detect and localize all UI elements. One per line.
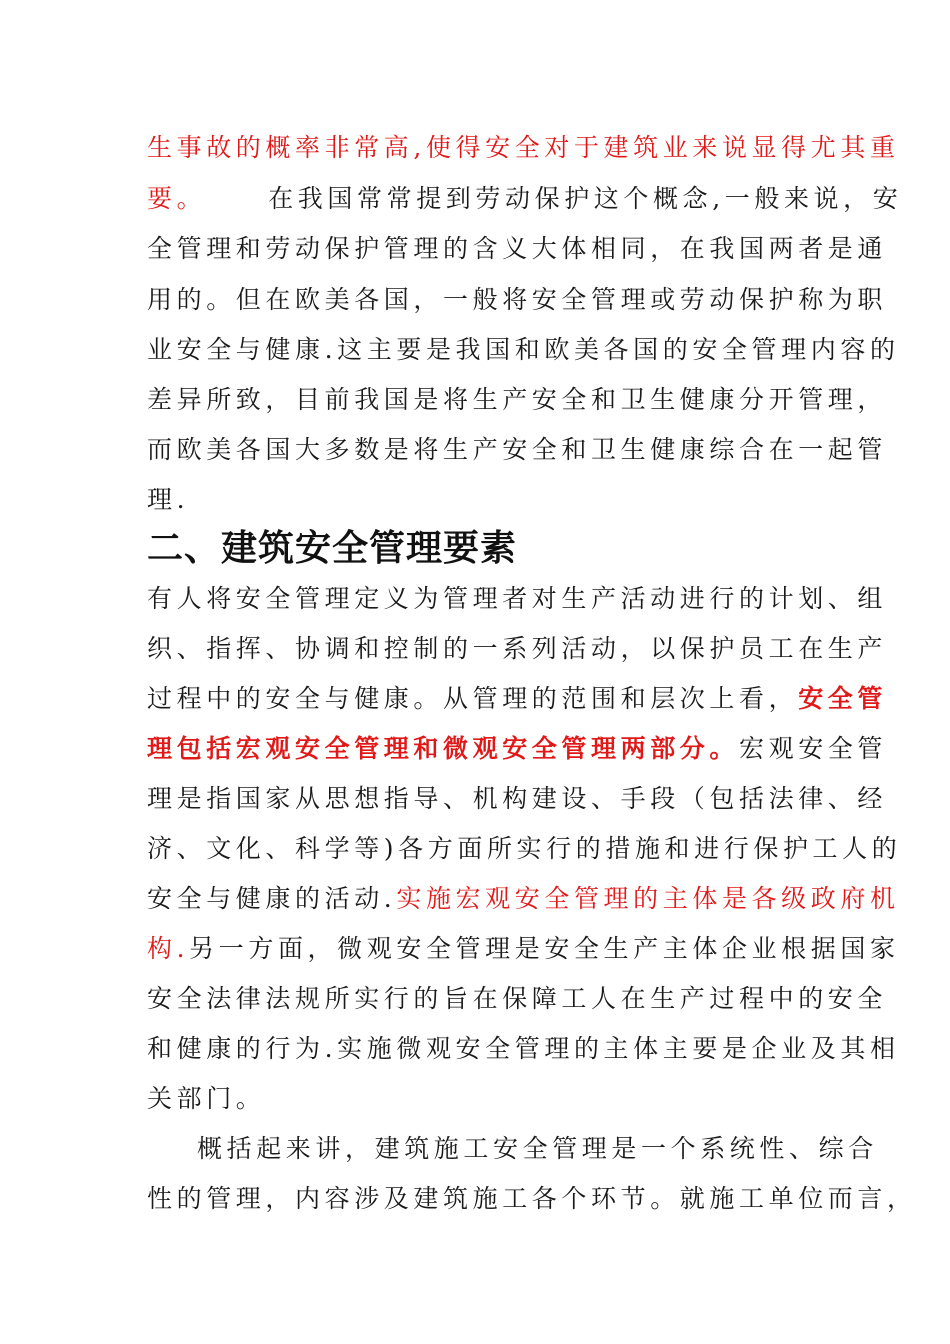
highlighted-text: 生事故的概率非常高,使得安全对于建筑业来说显得尤其重 [147, 133, 900, 162]
paragraph-line: 织、指挥、协调和控制的一系列活动，以保护员工在生产 [147, 634, 888, 663]
paragraph-line [147, 681, 888, 717]
paragraph-line: 关部门。 [147, 1084, 266, 1113]
highlighted-text: 要。 [147, 184, 207, 213]
paragraph-line: 济、文化、科学等)各方面所实行的措施和进行保护工人的 [147, 834, 902, 863]
paragraph-line [147, 130, 900, 166]
paragraph-text: 在我国常常提到劳动保护这个概念,一般来说，安 [268, 184, 903, 213]
paragraph-line: 差异所致，目前我国是将生产安全和卫生健康分开管理， [147, 385, 888, 414]
paragraph-line: 安全法律法规所实行的旨在保障工人在生产过程中的安全 [147, 984, 888, 1013]
paragraph-line: 理. [147, 485, 190, 514]
paragraph-text: 宏观安全管 [739, 734, 888, 763]
paragraph-line [147, 181, 903, 217]
paragraph-line: 概括起来讲，建筑施工安全管理是一个系统性、综合 [197, 1134, 878, 1163]
paragraph-line: 用的。但在欧美各国，一般将安全管理或劳动保护称为职 [147, 285, 888, 314]
paragraph-line: 和健康的行为.实施微观安全管理的主体主要是企业及其相 [147, 1034, 900, 1063]
paragraph-line: 全管理和劳动保护管理的含义大体相同，在我国两者是通 [147, 234, 888, 263]
emphasis-text: 理包括宏观安全管理和微观安全管理两部分。 [147, 734, 740, 763]
paragraph-line: 性的管理，内容涉及建筑施工各个环节。就施工单位而言， [147, 1184, 917, 1213]
paragraph-text: 安全与健康的活动. [147, 884, 397, 913]
paragraph-line [147, 731, 888, 767]
paragraph-line: 业安全与健康.这主要是我国和欧美各国的安全管理内容的 [147, 335, 900, 364]
paragraph-line: 理是指国家从思想指导、机构建设、手段（包括法律、经 [147, 784, 888, 813]
highlighted-text: 实施宏观安全管理的主体是各级政府机 [396, 884, 900, 913]
paragraph-line [147, 881, 900, 917]
paragraph-text: 另一方面，微观安全管理是安全生产主体企业根据国家 [189, 934, 900, 963]
paragraph-text: 过程中的安全与健康。从管理的范围和层次上看， [147, 684, 799, 713]
paragraph-line: 有人将安全管理定义为管理者对生产活动进行的计划、组 [147, 584, 888, 613]
emphasis-text: 安全管 [798, 684, 888, 713]
highlighted-text: 构. [147, 934, 190, 963]
paragraph-line: 而欧美各国大多数是将生产安全和卫生健康综合在一起管 [147, 435, 888, 464]
paragraph-line [147, 931, 900, 967]
section-heading: 二、建筑安全管理要素 [147, 528, 518, 569]
